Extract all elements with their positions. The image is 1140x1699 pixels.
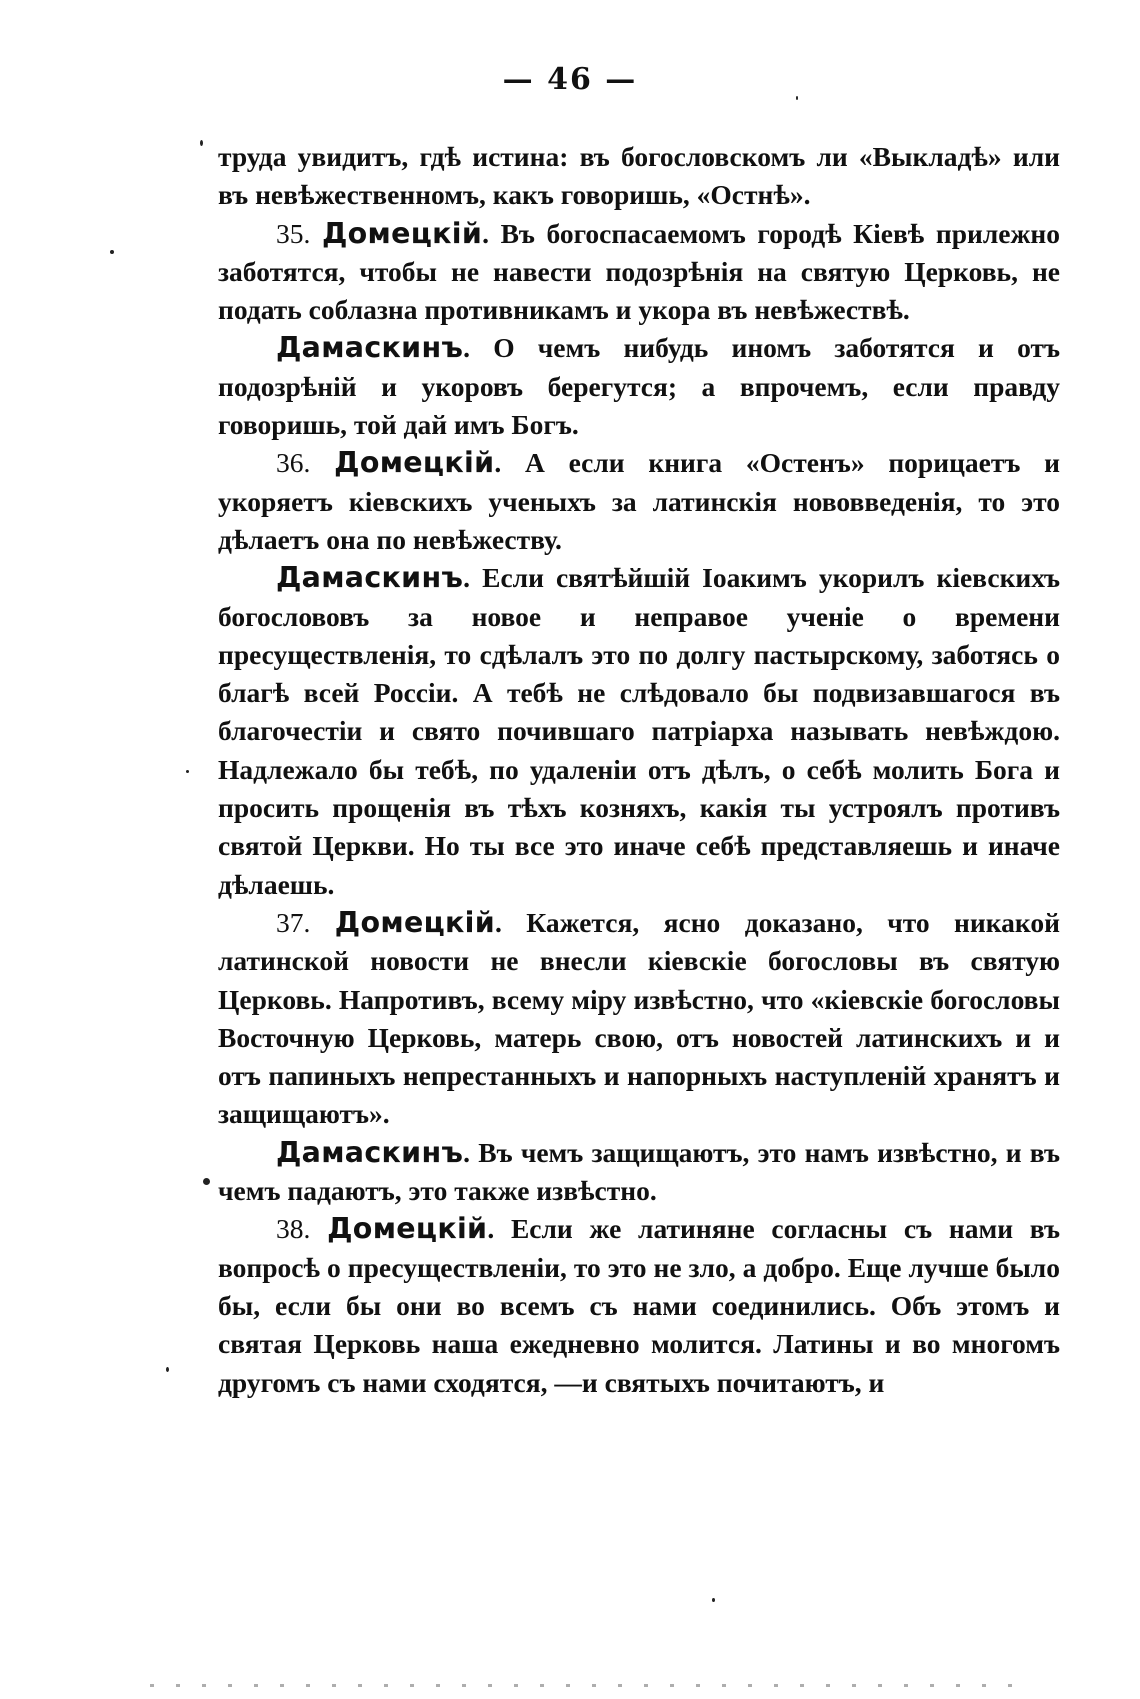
paragraph-number: 36. <box>276 447 311 479</box>
scan-speck <box>712 1598 715 1602</box>
paragraph-text: . О чемъ нибудь иномъ заботятся и отъ подозрѣній и укоровъ берегутся; а впрочемъ, если правду говоришь, той дай имъ Богъ. <box>218 332 1060 441</box>
speaker-name: Дамаскинъ <box>276 331 464 365</box>
scan-speck <box>166 1367 169 1372</box>
scan-speck <box>200 140 203 146</box>
paragraph-text: . Въ богоспасаемомъ городѣ Кіевѣ прилежно заботятся, чтобы не навести подозрѣнія на святую Церковь, не подать соблазна противникамъ и укора въ невѣжествѣ. <box>218 217 1060 326</box>
paragraph-number: 37. <box>276 906 311 938</box>
paragraph-text: . А если книга «Остенъ» порицаетъ и укоряетъ кіевскихъ ученыхъ за латинскія нововведенія, то это дѣлаетъ она по невѣжеству. <box>218 447 1061 555</box>
speaker-name: Дамаскинъ <box>276 561 464 595</box>
speaker-name: Домецкій <box>327 1212 488 1246</box>
paragraph-text: . Въ чемъ защищаютъ, это намъ извѣстно, и въ чемъ падаютъ, это также извѣстно. <box>218 1136 1060 1207</box>
scan-speck <box>796 96 798 100</box>
scan-speck <box>110 250 114 254</box>
body-text <box>218 138 1060 1402</box>
paragraph-text: . Кажется, ясно доказано, что никакой латинской новости не внесли кіевскіе богословы въ святую Церковь. Напротивъ, всему міру извѣстно, что «кіевскіе богословы Восточную Церковь, матерь свою, отъ новостей латинскихъ и и отъ папиныхъ непрестанныхъ и напорныхъ наступленій хранятъ и защищаютъ». <box>218 906 1060 1130</box>
paragraph <box>218 215 1060 330</box>
scan-speck <box>186 770 189 773</box>
paragraph-text: . Если же латиняне согласны съ нами въ вопросѣ о пресуществленіи, то это не зло, а добро. Еще лучше было бы, если бы они во всемъ съ нами соединились. Объ этомъ и святая Церковь наша ежедневно молится. Латины и во многомъ другомъ съ нами сходятся, —и святыхъ почитаютъ, и <box>218 1213 1060 1398</box>
paragraph <box>218 138 1060 215</box>
scan-speck <box>203 1178 210 1185</box>
paragraph <box>218 1134 1060 1211</box>
paragraph <box>218 1210 1060 1401</box>
speaker-name: Домецкій <box>321 216 483 250</box>
paragraph <box>218 904 1060 1134</box>
paragraph-text: . Если святѣйшій Іоакимъ укорилъ кіевскихъ богослововъ за новое и неправое ученіе о времени пресуществленія, то сдѣлалъ это по долгу пастырскому, заботясь о благѣ всей Россіи. А тебѣ не слѣдовало бы подвизавшагося въ благочестіи и свято почившаго патріарха называть невѣждою. Надлежало бы тебѣ, по удаленіи отъ дѣлъ, о себѣ молить Бога и просить прощенія въ тѣхъ козняхъ, какія ты устроялъ противъ святой Церкви. Но ты все это иначе себѣ представляешь и иначе дѣлаешь. <box>218 562 1060 900</box>
paragraph-text: труда увидитъ, гдѣ истина: въ богословскомъ ли «Выкладѣ» или въ невѣжественномъ, какъ говоришь, «Остнѣ». <box>218 141 1060 211</box>
speaker-name: Домецкій <box>334 446 495 480</box>
paragraph-number: 35. <box>276 217 311 249</box>
scan-edge-artifact <box>150 1684 1030 1687</box>
paragraph-number: 38. <box>276 1213 311 1245</box>
paragraph <box>218 559 1060 904</box>
paragraph <box>218 329 1060 444</box>
speaker-name: Домецкій <box>334 905 495 939</box>
speaker-name: Дамаскинъ <box>276 1135 464 1169</box>
page-number: — 46 — <box>502 62 638 97</box>
paragraph <box>218 444 1060 559</box>
